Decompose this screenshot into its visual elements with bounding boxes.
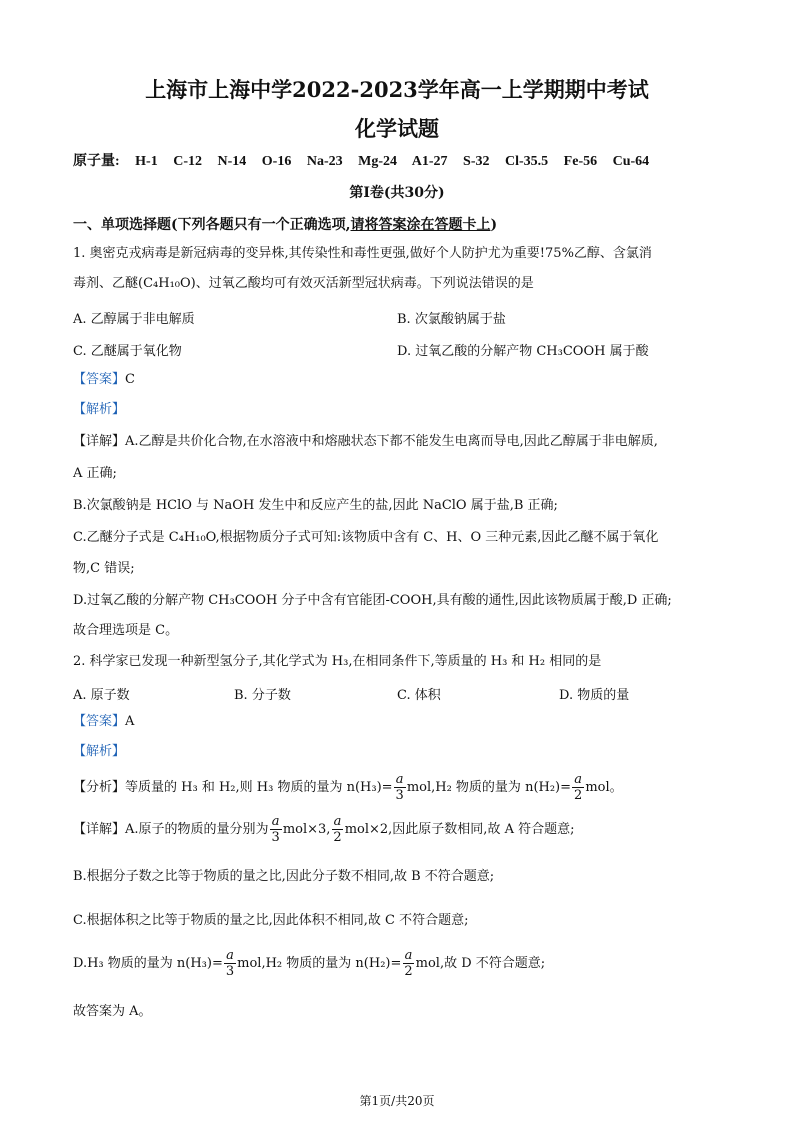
numerator: a — [395, 772, 404, 787]
section-heading — [73, 214, 497, 234]
text: mol×3, — [282, 822, 331, 837]
numerator: a — [404, 948, 413, 963]
answer-value: A — [125, 714, 135, 729]
q1-option-d: D. 过氧乙酸的分解产物 CH₃COOH 属于酸 — [397, 344, 649, 359]
atomic-mass: Fe-56 — [563, 154, 598, 169]
numerator: a — [574, 772, 583, 787]
denominator: 3 — [225, 964, 235, 979]
text: D.H₃ 物质的量为 n(H₃)= — [73, 956, 223, 971]
numerator: a — [226, 948, 234, 963]
q2-option-d: D. 物质的量 — [559, 688, 630, 703]
q2-analysis-line — [73, 772, 734, 804]
text: mol,故 D 不符合题意; — [415, 956, 546, 971]
q1-detail-line: A 正确; — [73, 466, 117, 481]
q1-detail-line: D.过氧乙酸的分解产物 CH₃COOH 分子中含有官能团-COOH,具有酸的通性,因此该物质属于酸,D 正确; — [73, 593, 672, 608]
section-prefix: 一、单项选择题(下列各题只有一个正确选项, — [73, 217, 351, 233]
atomic-mass: A1-27 — [411, 154, 448, 169]
answer-value: C — [125, 372, 135, 387]
text: 【详解】A.原子的物质的量分别为 — [73, 822, 269, 837]
q1-stem-line-2: 毒剂、乙醚(C₄H₁₀O)、过氧乙酸均可有效灭活新型冠状病毒。下列说法错误的是 — [73, 276, 534, 291]
q1-analysis-tag: 【解析】 — [73, 402, 126, 417]
atomic-mass: N-14 — [217, 154, 247, 169]
q2-option-c: C. 体积 — [397, 688, 441, 703]
numerator: a — [333, 814, 342, 829]
q1-detail-line: B.次氯酸钠是 HClO 与 NaOH 发生中和反应产生的盐,因此 NaClO 属于盐,B 正确; — [73, 498, 558, 513]
text: 【分析】等质量的 H₃ 和 H₂,则 H₃ 物质的量为 n(H₃)= — [73, 780, 393, 795]
fraction — [394, 772, 406, 803]
q2-stem: 2. 科学家已发现一种新型氢分子,其化学式为 H₃,在相同条件下,等质量的 H₃ 和 H₂ 相同的是 — [73, 654, 602, 669]
fraction — [270, 814, 282, 845]
q1-option-a: A. 乙醇属于非电解质 — [73, 312, 195, 327]
atomic-mass: C-12 — [173, 154, 203, 169]
atomic-mass: H-1 — [135, 154, 158, 169]
section-suffix: ) — [490, 217, 498, 233]
q1-option-b: B. 次氯酸钠属于盐 — [397, 312, 506, 327]
denominator: 2 — [333, 830, 342, 845]
q1-detail-line: C.乙醚分子式是 C₄H₁₀O,根据物质分子式可知:该物质中含有 C、H、O 三种元素,因此乙醚不属于氧化 — [73, 530, 659, 545]
denominator: 2 — [574, 788, 583, 803]
text: mol×2,因此原子数相同,故 A 符合题意; — [344, 822, 575, 837]
q2-detail-b: B.根据分子数之比等于物质的量之比,因此分子数不相同,故 B 不符合题意; — [73, 869, 495, 884]
atomic-mass: Mg-24 — [358, 154, 398, 169]
fraction — [331, 814, 343, 845]
q1-detail-line: 物,C 错误; — [73, 561, 135, 576]
q1-answer — [73, 371, 734, 389]
answer-tag: 【答案】 — [73, 372, 126, 387]
text: mol,H₂ 物质的量为 n(H₂)= — [406, 780, 572, 795]
fraction — [572, 772, 584, 803]
atomic-mass: O-16 — [261, 154, 292, 169]
denominator: 3 — [395, 788, 404, 803]
q2-detail-c: C.根据体积之比等于物质的量之比,因此体积不相同,故 C 不符合题意; — [73, 913, 469, 928]
atomic-masses — [73, 150, 661, 170]
volume-heading: 第Ⅰ卷(共30分) — [349, 185, 445, 201]
q2-option-b: B. 分子数 — [234, 688, 291, 703]
page-title: 上海市上海中学2022-2023学年高一上学期期中考试 — [145, 77, 649, 102]
numerator: a — [271, 814, 280, 829]
section-underlined: 请将答案涂在答题卡上 — [350, 217, 491, 233]
denominator: 2 — [404, 964, 413, 979]
q1-detail-line: 【详解】A.乙醇是共价化合物,在水溶液中和熔融状态下都不能发生电离而导电,因此乙醇属于非电解质, — [73, 434, 658, 449]
text: mol。 — [585, 780, 623, 795]
fraction — [402, 948, 414, 979]
atomic-label: 原子量: — [73, 154, 120, 169]
answer-tag: 【答案】 — [73, 714, 126, 729]
q2-detail-a — [73, 814, 734, 846]
q2-conclusion: 故答案为 A。 — [73, 1004, 152, 1019]
q2-answer — [73, 713, 734, 731]
q1-option-c: C. 乙醚属于氧化物 — [73, 344, 182, 359]
q2-detail-d — [73, 948, 734, 980]
page-subtitle: 化学试题 — [355, 116, 439, 141]
atomic-mass: S-32 — [463, 154, 490, 169]
atomic-mass: Na-23 — [306, 154, 343, 169]
atomic-mass: Cu-64 — [612, 154, 650, 169]
q2-analysis-tag: 【解析】 — [73, 744, 126, 759]
page-footer: 第1页/共20页 — [359, 1094, 435, 1108]
denominator: 3 — [271, 830, 280, 845]
q1-detail-line: 故合理选项是 C。 — [73, 623, 179, 638]
atomic-mass: Cl-35.5 — [505, 154, 549, 169]
q1-stem-line-1: 1. 奥密克戎病毒是新冠病毒的变异株,其传染性和毒性更强,做好个人防护尤为重要!75%乙醇、含氯消 — [73, 246, 652, 261]
fraction — [224, 948, 236, 979]
text: mol,H₂ 物质的量为 n(H₂)= — [237, 956, 402, 971]
q2-option-a: A. 原子数 — [73, 688, 130, 703]
